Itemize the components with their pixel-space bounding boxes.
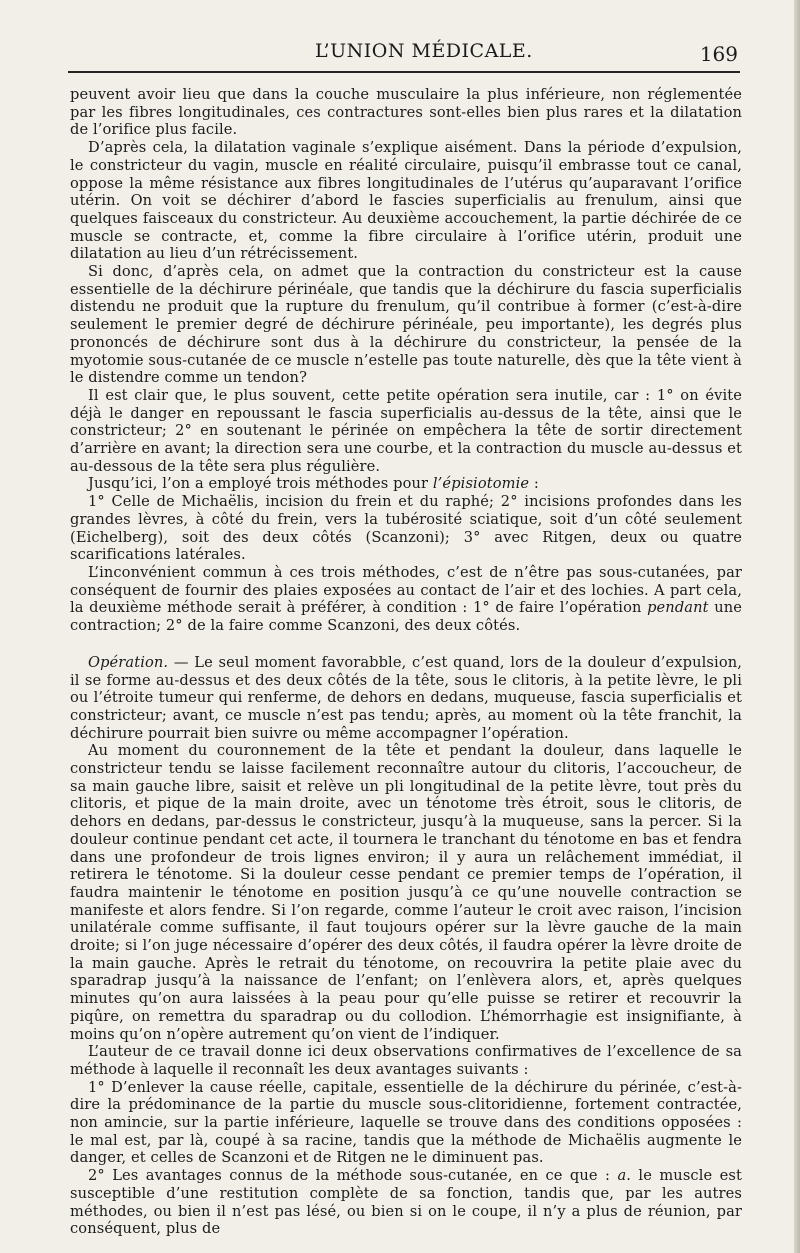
paragraph: L’auteur de ce travail donne ici deux observations confirmatives de l’excellence de sa méthode à laquelle il reconnaît les deux avantages suivants : [70, 1043, 742, 1078]
paragraph [70, 564, 742, 635]
section-heading: Opération. [88, 653, 169, 671]
header-rule [68, 71, 740, 73]
paragraph: 1° D’enlever la cause réelle, capitale, essentielle de la déchirure du périnée, c’est-à-dire la prédominance de la partie du muscle sous-clitoridienne, fortement contractée, non amincie, sur la partie inférieure, laquelle se trouve dans des conditions opposées : le mal est, par là, coupé à sa racine, tandis que la méthode de Michaëlis augmente le danger, et celles de Scanzoni et de Ritgen ne le diminuent pas. [70, 1078, 742, 1167]
paragraph: peuvent avoir lieu que dans la couche musculaire la plus inférieure, non réglementée par les fibres longitudinales, ces contractures sont-elles bien plus rares et la dilatation de l’orifice plus facile. [70, 86, 742, 139]
paragraph [70, 654, 742, 743]
text-run: L’inconvénient commun à ces trois méthodes, c’est de n’être pas sous-cutanées, par conséquent de fournir des plaies exposées au contact de l’air et des lochies. A part cela, la deuxième méthode serait à préférer, à condition : 1° de faire l’opération [70, 563, 742, 617]
running-head: L’UNION MÉDICALE. [315, 40, 533, 62]
paragraph [70, 475, 742, 493]
paragraph: Au moment du couronnement de la tête et pendant la douleur, dans laquelle le constricteur tendu se laisse facilement reconnaître autour du clitoris, l’accoucheur, de sa main gauche libre, saisit et relève un pli longitudinal de la petite lèvre, tout près du clitoris, et pique de la main droite, avec un ténotome très étroit, sous le clitoris, de dehors en dedans, par-dessus le constricteur, jusqu’à la muqueuse, sans la percer. Si la douleur continue pendant cet acte, il tournera le tranchant du ténotome en bas et fendra dans une profondeur de trois lignes environ; il y aura un relâchement immédiat, il retirera le ténotome. Si la douleur cesse pendant ce premier temps de l’opération, il faudra maintenir le ténotome en position jusqu’à ce qu’une nouvelle contraction se manifeste et alors fendre. Si l’on regarde, comme l’auteur le croit avec raison, l’incision unilatérale comme suffisante, il faut toujours opérer sur la lèvre gauche de la main droite; si l’on juge nécessaire d’opérer des deux côtés, il faudra opérer la lèvre droite de la main gauche. Après le retrait du ténotome, on recouvrira la petite plaie avec du sparadrap jusqu’à la naissance de l’enfant; on l’enlèvera alors, et, après quelques minutes qu’on aura laissées à la peau pour qu’elle puisse se retirer et recouvrir la piqûre, on remettra du sparadrap ou du collodion. L’hémorrhagie est insignifiante, à moins qu’on n’opère autrement qu’on vient de l’indiquer. [70, 742, 742, 1043]
article-body [70, 86, 742, 1238]
paragraph: Il est clair que, le plus souvent, cette petite opération sera inutile, car : 1° on évite déjà le danger en repoussant le fascia superficialis au-dessus de la tête, ainsi que le constricteur; 2° en soutenant le périnée on empêchera la tête de sortir directement d’arrière en avant; la direction sera une courbe, et la contraction du muscle au-dessus et au-dessous de la tête sera plus régulière. [70, 386, 742, 475]
paragraph: 1° Celle de Michaëlis, incision du frein et du raphé; 2° incisions profondes dans les grandes lèvres, à côté du frein, vers la tubérosité sciatique, soit d’un côté seulement (Eichelberg), soit des deux côtés (Scanzoni); 3° avec Ritgen, deux ou quatre scarifications latérales. [70, 493, 742, 564]
page-edge [794, 0, 800, 1253]
paragraph: D’après cela, la dilatation vaginale s’explique aisément. Dans la période d’expulsion, le constricteur du vagin, muscle en réalité circulaire, puisqu’il embrasse tout ce canal, oppose la même résistance aux fibres longitudinales de l’utérus qu’auparavant l’orifice utérin. On voit se déchirer d’abord le fascies superficialis au frenulum, ainsi que quelques faisceaux du constricteur. Au deuxième accouchement, la partie déchirée de ce muscle se contracte, et, comme la fibre circulaire à l’orifice utérin, produit une dilatation au lieu d’un rétrécissement. [70, 139, 742, 263]
text-run: — Le seul moment favorabble, c’est quand, lors de la douleur d’expulsion, il se forme au-dessus et des deux côtés de la tête, sous le clitoris, à la petite lèvre, le pli ou l’étroite tumeur qui renferme, de dehors en dedans, muqueuse, fascia superficialis et constricteur; avant, ce muscle n’est pas tendu; après, au moment où la tête franchit, la déchirure pourrait bien suivre ou même accompagner l’opération. [70, 653, 742, 742]
text-run: une contraction; 2° de la faire comme Scanzoni, des deux côtés. [70, 599, 742, 635]
italic-term: pendant [647, 599, 709, 617]
italic-term: l’épisiotomie [432, 475, 530, 493]
text-run: Jusqu’ici, l’on a employé trois méthodes pour [88, 475, 433, 493]
paragraph: Si donc, d’après cela, on admet que la contraction du constricteur est la cause essentielle de la déchirure périnéale, que tandis que la déchirure du fascia superficialis distendu ne produit que la rupture du frenulum, qu’il contribue à former (c’est-à-dire seulement le premier degré de déchirure périnéale, peu importante), les degrés plus prononcés de déchirure sont dus à la déchirure du constricteur, la pensée de la myotomie sous-cutanée de ce muscle n’estelle pas toute naturelle, dès que la tête vient à le distendre comme un tendon? [70, 263, 742, 387]
text-run: : [529, 475, 539, 493]
paragraph [70, 1167, 742, 1238]
page-number: 169 [699, 42, 738, 66]
text-run: . le muscle est susceptible d’une restitution complète de sa fonction, tandis que, par les autres méthodes, ou bien il n’est pas lésé, ou bien si on le coupe, il n’y a plus de réunion, par conséquent, plus de [70, 1167, 742, 1238]
italic-term: a [617, 1167, 627, 1185]
text-run: 2° Les avantages connus de la méthode sous-cutanée, en ce que : [88, 1167, 618, 1185]
page-header [70, 40, 740, 70]
